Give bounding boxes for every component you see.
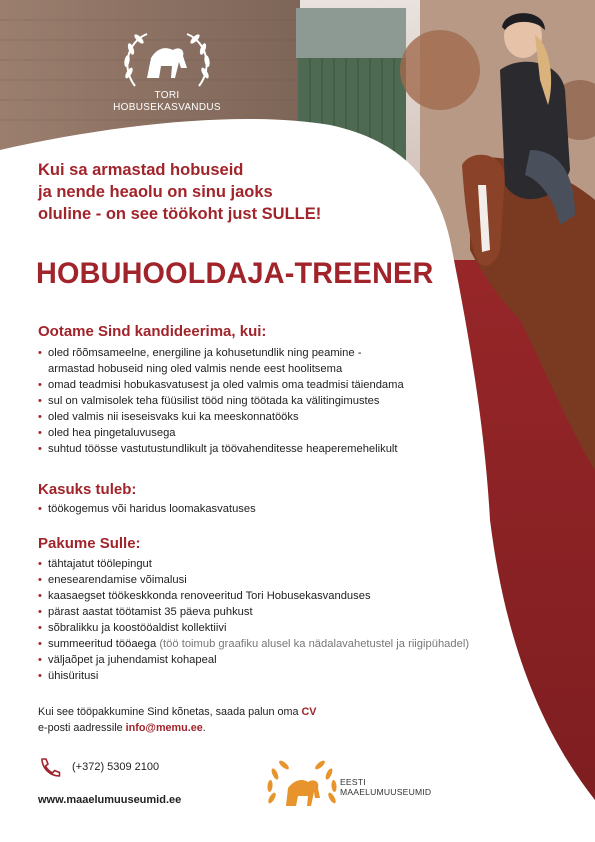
eesti-wreath-icon	[262, 756, 342, 816]
advantages-list	[38, 501, 508, 517]
list-item-text: armastad hobuseid ning oled valmis nende eest hoolitsema	[48, 363, 343, 375]
phone-icon	[38, 757, 62, 777]
headline	[38, 159, 368, 225]
list-item: • kaasaegset töökeskkonda renoveeritud Tori Hobusekasvanduses	[38, 588, 508, 604]
eesti-logo-text	[340, 777, 431, 797]
section-heading-pakume: Pakume Sulle:	[38, 535, 141, 552]
logo-line-2: HOBUSEKASVANDUS	[113, 102, 221, 113]
list-item	[38, 636, 508, 652]
offers-list	[38, 556, 508, 684]
address-line: Tori alevik	[504, 780, 556, 792]
list-item-continuation	[38, 361, 508, 377]
note-line-1: Kui see tööpakkumine Sind kõnetas, saada palun oma	[38, 706, 299, 718]
address-line: Pärnumaa	[504, 796, 555, 808]
section-heading-ootame: Ootame Sind kandideerima, kui:	[38, 323, 267, 340]
list-item: • pärast aastat töötamist 35 päeva puhkust	[38, 604, 508, 620]
headline-line: ja nende heaolu on sinu jaoks	[38, 183, 273, 201]
note-line-2: e-posti aadressile	[38, 722, 123, 734]
tori-logo	[112, 28, 222, 114]
website-link[interactable]: www.maaelumuuseumid.ee	[38, 794, 182, 806]
list-item: • ühisüritusi	[38, 668, 508, 684]
cv-text: CV	[301, 706, 317, 718]
phone-number[interactable]: (+372) 5309 2100	[72, 761, 160, 773]
list-item-note: (töö toimub graafiku alusel ka nädalavahetustel ja riigipühadel)	[159, 638, 470, 650]
eesti-maaelumuuseumid-logo	[262, 756, 462, 816]
list-item: • enesearendamise võimalusi	[38, 572, 508, 588]
list-item: • suhtud töösse vastutustundlikult ja töövahenditesse heaperemehelikult	[38, 441, 508, 457]
list-item: • tähtajatut töölepingut	[38, 556, 508, 572]
list-item: • sõbralikku ja koostööaldist kollektiivi	[38, 620, 508, 636]
section-heading-kasuks: Kasuks tuleb:	[38, 481, 137, 498]
eesti-line-1: EESTI	[340, 777, 366, 787]
list-item: • omad teadmisi hobukasvatusest ja oled valmis oma teadmisi täiendama	[38, 377, 508, 393]
address-block	[504, 762, 571, 810]
job-title: HOBUHOOLDAJA-TREENER	[36, 257, 434, 290]
headline-line: Kui sa armastad hobuseid	[38, 161, 244, 179]
application-note	[38, 704, 317, 736]
requirements-list	[38, 345, 508, 457]
list-item-text: summeeritud tööaega	[48, 638, 157, 650]
horseshoe-wreath-icon	[117, 28, 217, 90]
list-item: • väljaõpet ja juhendamist kohapeal	[38, 652, 508, 668]
eesti-line-2: MAAELUMUUSEUMID	[340, 787, 432, 797]
headline-line: oluline - on see töökoht just SULLE!	[38, 205, 322, 223]
list-item: • töökogemus või haridus loomakasvatuses	[38, 501, 508, 517]
logo-line-1: TORI	[154, 90, 180, 101]
note-period: .	[202, 722, 206, 734]
list-item: • oled hea pingetaluvusega	[38, 425, 508, 441]
list-item: • oled rõõmsameelne, energiline ja kohusetundlik ning peamine -	[38, 345, 508, 361]
list-item: • sul on valmisolek teha füüsilist tööd ning töötada ka välitingimustes	[38, 393, 508, 409]
phone-contact	[38, 757, 159, 777]
address-line: Pärnu mnt 8a	[504, 764, 571, 776]
list-item: • oled valmis nii iseseisvaks kui ka meeskonnatööks	[38, 409, 508, 425]
email-link[interactable]: info@memu.ee	[125, 722, 203, 734]
